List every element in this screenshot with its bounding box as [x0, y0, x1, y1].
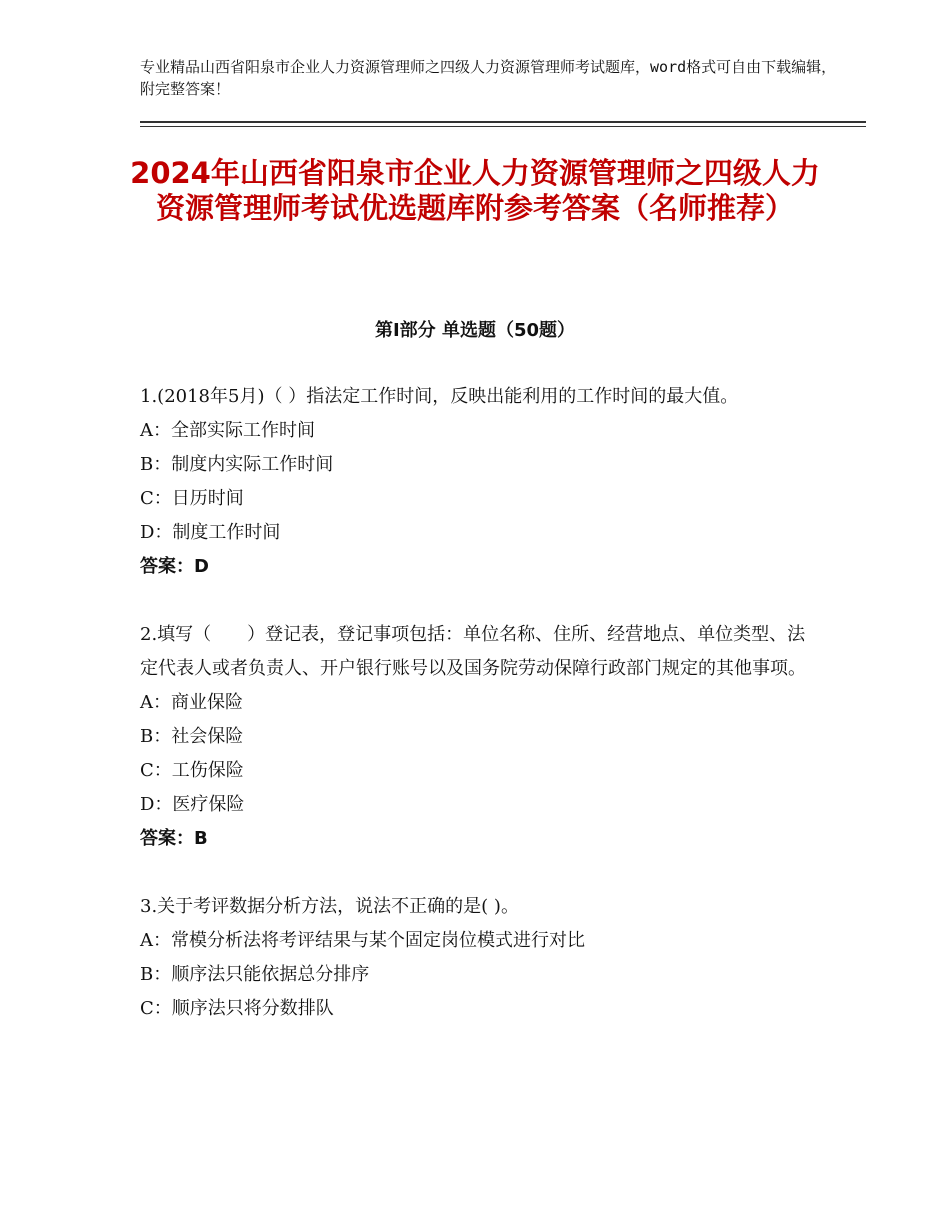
document-title: 2024年山西省阳泉市企业人力资源管理师之四级人力资源管理师考试优选题库附参考答案（名师推荐） [130, 156, 820, 225]
question-3 [140, 890, 820, 1026]
section-title: 第Ⅰ部分 单选题（50题） [374, 320, 575, 341]
question-stem: 1.(2018年5月)（ ）指法定工作时间，反映出能利用的工作时间的最大值。 [140, 386, 739, 407]
answer: 答案：D [140, 556, 209, 577]
option-a: A：商业保险 [140, 692, 243, 713]
question-stem: 3.关于考评数据分析方法，说法不正确的是( )。 [140, 896, 519, 917]
header-divider-thin [140, 126, 866, 127]
option-d: D：制度工作时间 [140, 522, 281, 543]
option-a: A：全部实际工作时间 [140, 420, 315, 441]
option-c: C：顺序法只将分数排队 [140, 998, 334, 1019]
question-stem: 2.填写（ ）登记表，登记事项包括：单位名称、住所、经营地点、单位类型、法定代表人或者负责人、开户银行账号以及国务院劳动保障行政部门规定的其他事项。 [140, 624, 806, 679]
option-a: A：常模分析法将考评结果与某个固定岗位模式进行对比 [140, 930, 585, 951]
option-b: B：制度内实际工作时间 [140, 454, 334, 475]
option-b: B：社会保险 [140, 726, 244, 747]
option-c: C：日历时间 [140, 488, 244, 509]
header-divider-thick [140, 121, 866, 123]
question-1 [140, 380, 820, 584]
question-2 [140, 618, 820, 856]
option-c: C：工伤保险 [140, 760, 244, 781]
option-d: D：医疗保险 [140, 794, 245, 815]
option-b: B：顺序法只能依据总分排序 [140, 964, 370, 985]
header-note: 专业精品山西省阳泉市企业人力资源管理师之四级人力资源管理师考试题库，word格式可自由下载编辑，附完整答案！ [140, 58, 837, 98]
answer: 答案：B [140, 828, 208, 849]
question-list [140, 380, 820, 1026]
